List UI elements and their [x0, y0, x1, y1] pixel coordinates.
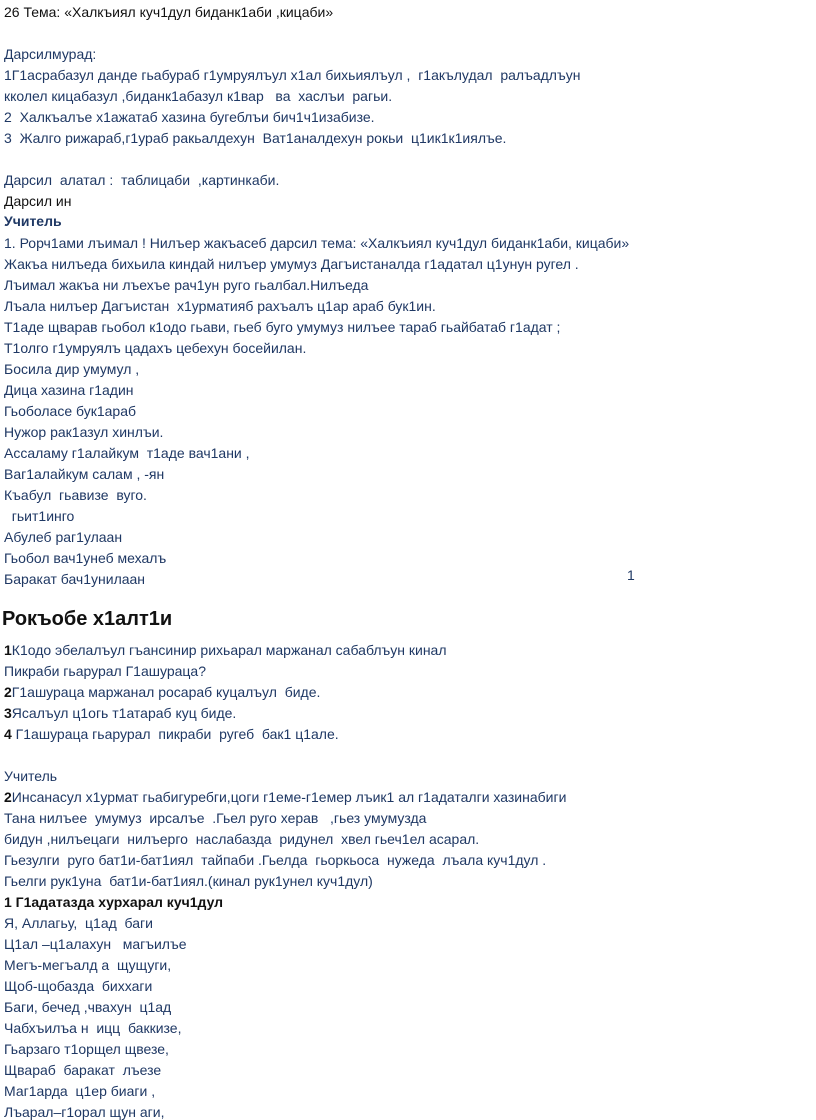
item-number: 2 [4, 684, 12, 700]
item-number: 1 [4, 642, 12, 658]
text-line: 2Инсанасул х1урмат гьабигуребги,цоги г1еме-г1емер лъик1 ал г1адаталги хазинабиги [4, 789, 567, 805]
text-line: Баги, бечед ,чвахун ц1ад [4, 999, 172, 1015]
text-line: Пикраби гьарурал Г1ашураца? [4, 663, 206, 679]
text-line: 2Г1ашураца маржанал росараб куцалъул биде. [4, 684, 321, 700]
page-number: 1 [627, 567, 635, 583]
text-line: 3Ясалъул ц1огь т1атараб куц биде. [4, 705, 237, 721]
text-line: кколел кицабазул ,биданк1абазул к1вар ва хаслъи рагьи. [4, 88, 393, 104]
text-line: бидун ,нилъецаги нилъерго наслабазда ридунел хвел гьеч1ел асарал. [4, 831, 480, 847]
text-line: Къабул гьавизе вуго. [4, 487, 147, 503]
text-line: Абулеб раг1улаан [4, 529, 123, 545]
text-line: Гьобол вач1унеб мехалъ [4, 550, 167, 566]
text-line: Учитель [4, 213, 62, 229]
text-line: 1 Г1адатазда хурхарал куч1дул [4, 894, 224, 910]
text-line: Мегъ-мегъалд а щущуги, [4, 957, 172, 973]
text-line: Чабхъилъа н ицц баккизе, [4, 1020, 182, 1036]
text-line: Нужор рак1азул хинлъи. [4, 424, 164, 440]
section-heading: Рокъобе х1алт1и [2, 608, 173, 630]
text-line: 1К1одо эбелалъул гъансинир рихьарал маржанал сабаблъун кинал [4, 642, 447, 658]
text-line: 2 Халкъалъе х1ажатаб хазина бугеблъи бич1ч1изабизе. [4, 109, 375, 125]
text-line: Лъарал–г1орал щун аги, [4, 1104, 165, 1120]
text-line: Маг1арда ц1ер биаги , [4, 1083, 156, 1099]
text-line: Ц1ал –ц1алахун магъилъе [4, 936, 187, 952]
item-number: 2 [4, 789, 12, 805]
text-line: Тана нилъее умумуз ирсалъе .Гьел руго херав ,гьез умумузда [4, 810, 427, 826]
text-line: Учитель [4, 768, 58, 784]
text-line: гьит1инго [4, 508, 75, 524]
text-line: 1Г1асрабазул данде гьабураб г1умруялъул х1ал бихьиялъул , г1акълудал ралъадлъун [4, 67, 581, 83]
text-line: 4 Г1ашураца гьарурал пикраби ругеб бак1 ц1але. [4, 726, 339, 742]
text-line: Я, Аллагьу, ц1ад баги [4, 915, 153, 931]
text-line: Дарсилмурад: [4, 46, 97, 62]
item-number: 3 [4, 705, 12, 721]
text-line: Т1олго г1умруялъ цадахъ цебехун босейилан. [4, 340, 307, 356]
text-line: Лъимал жакъа ни лъехъе рач1ун руго гьалбал.Нилъеда [4, 277, 369, 293]
text-line: Лъала нилъер Дагъистан х1урматияб рахъалъ ц1ар араб бук1ин. [4, 298, 436, 314]
text-line: Ассаламу г1алайкум т1аде вач1ани , [4, 445, 250, 461]
text-line: Т1аде щварав гьобол к1одо гьави, гьеб буго умумуз нилъее тараб гьайбатаб г1адат ; [4, 319, 561, 335]
text-line: Ваг1алайкум салам , -ян [4, 466, 165, 482]
text-line: Дарсил алатал : таблицаби ,картинкаби. [4, 172, 280, 188]
text-line: Дица хазина г1адин [4, 382, 134, 398]
text-line: 3 Жалго рижараб,г1ураб ракьалдехун Ват1аналдехун рокьи ц1ик1к1иялъе. [4, 130, 507, 146]
text-line: Гьелги рук1уна бат1и-бат1иял.(кинал рук1унел куч1дул) [4, 873, 373, 889]
text-line: Жакъа нилъеда бихьила киндай нилъер умумуз Дагъистаналда г1адатал ц1унун ругел . [4, 256, 579, 272]
text-line: Гьезулги руго бат1и-бат1иял тайпаби .Гьелда гьоркьоса нужеда лъала куч1дул . [4, 852, 547, 868]
text-line: Гьарзаго т1орщел щвезе, [4, 1041, 169, 1057]
text-line: 26 Тема: «Халкъиял куч1дул биданк1аби ,кицаби» [4, 4, 334, 20]
item-number: 4 [4, 726, 12, 742]
text-line: Босила дир умумул , [4, 361, 140, 377]
text-line: Дарсил ин [4, 193, 72, 209]
text-line: Щоб-щобазда биххаги [4, 978, 153, 994]
text-line: Щвараб баракат лъезе [4, 1062, 162, 1078]
text-line: Гьоболасе бук1араб [4, 403, 137, 419]
text-line: Баракат бач1унилаан [4, 571, 146, 587]
text-line: 1. Рорч1ами лъимал ! Нилъер жакъасеб дарсил тема: «Халкъиял куч1дул биданк1аби, кицаби» [4, 235, 630, 251]
